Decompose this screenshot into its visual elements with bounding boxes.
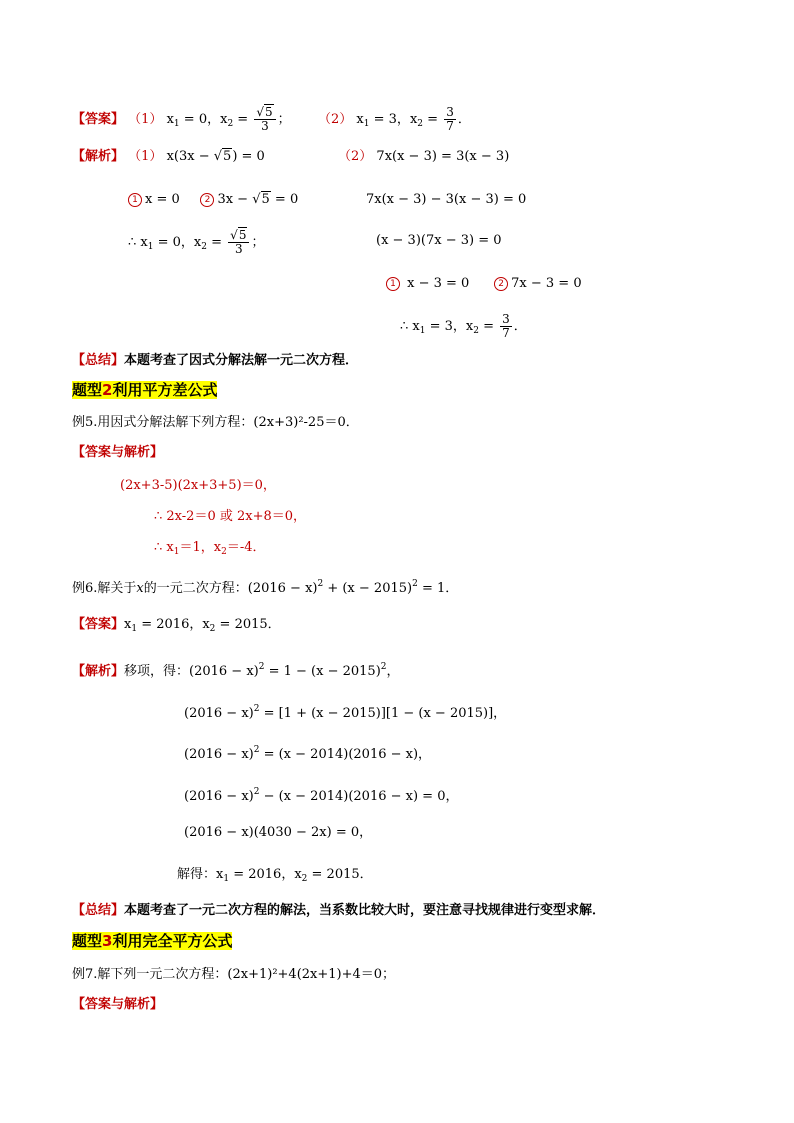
example-6-solution: 解得：$x_1 = 2016$，$x_2 = 2015$． [177, 867, 373, 884]
analysis-line: 【解析】 （1） x(3x − √5) = 0 [72, 149, 265, 164]
answer-line: 【答案】 （1） $x_1 = 0$，$x_2$ = $\frac{√5}{3}$ ； [72, 105, 291, 133]
circled-1-icon: 1 [128, 193, 142, 207]
example-6-analysis: 【解析】移项，得：$(2016 - x)^2 = 1 - (x - 2015)^2$， [72, 662, 400, 679]
summary-label: 【总结】 [72, 353, 125, 368]
example-5-prompt: 例5.用因式分解法解下列方程：(2x+3)²-25＝0． [72, 415, 359, 430]
fraction-3-over-7: $\frac{3}{7}$ [446, 105, 454, 133]
left-steps: 1 x = 0 2 3x − √5 = 0 [128, 191, 298, 209]
example-6-step2: $(2016 - x)^2 = (x - 2014)(2016 - x)$， [184, 745, 432, 762]
answer-part2: （2） $x_1 = 3$，$x_2$ = $\frac{3}{7}$ ． [318, 105, 471, 133]
example-5-step2: ∴ 2x-2＝0 或 2x+8＝0， [154, 509, 307, 524]
answer-part2-label: （2） [318, 112, 353, 127]
section-heading-type3: 题型3利用完全平方公式 [72, 932, 233, 950]
example-6-step3: $(2016 - x)^2 - (x - 2014)(2016 - x) = 0$， [184, 787, 459, 804]
example-7-prompt: 例7.解下列一元二次方程：(2x+1)²+4(2x+1)+4＝0； [72, 967, 396, 982]
example-5-step3: ∴ $x_1=1$，$x_2=-4$． [154, 540, 266, 557]
example-6-step1: $(2016 - x)^2 = [1 + (x - 2015)][1 - (x - 2015)]$， [184, 704, 507, 721]
therefore-right: ∴ $x_1 = 3$，$x_2$ = $\frac{3}{7}$ ． [400, 312, 527, 340]
summary-1: 【总结】本题考查了因式分解法解一元二次方程． [72, 353, 359, 368]
answer-analysis-label-2: 【答案与解析】 [72, 997, 164, 1012]
summary-2: 【总结】本题考查了一元二次方程的解法，当系数比较大时，要注意寻找规律进行变型求解． [72, 903, 606, 918]
answer-analysis-label: 【答案与解析】 [72, 445, 164, 460]
section-heading-type2: 题型2利用平方差公式 [72, 381, 218, 399]
answer-label: 【答案】 [72, 112, 125, 127]
example-5-step1: (2x+3-5)(2x+3+5)＝0， [120, 478, 276, 493]
analysis-label: 【解析】 [72, 149, 125, 164]
right-step-2: (x − 3)(7x − 3) = 0 [376, 233, 502, 248]
example-6-step4: (2016 − x)(4030 − 2x) = 0， [184, 825, 373, 840]
answer-part1-label: （1） [128, 112, 163, 127]
example-6-prompt: 例6.解关于x的一元二次方程：$(2016 - x)^2 + (x - 2015)^2 = 1$． [72, 579, 459, 596]
circled-2-icon: 2 [200, 193, 214, 207]
right-step-1: 7x(x − 3) − 3(x − 3) = 0 [366, 192, 527, 207]
circled-1-icon: 1 [386, 277, 400, 291]
example-6-answer: 【答案】$x_1 = 2016$，$x_2 = 2015$． [72, 617, 281, 634]
therefore-left: ∴ $x_1 = 0$，$x_2$ = $\frac{√5}{3}$ ； [128, 228, 265, 256]
analysis-part2: （2） 7x(x − 3) = 3(x − 3) [338, 149, 510, 164]
circled-2-icon: 2 [494, 277, 508, 291]
right-steps: 1 x − 3 = 0 2 7x − 3 = 0 [386, 275, 582, 293]
fraction-sqrt5-over-3: $\frac{√5}{3}$ [254, 106, 275, 133]
